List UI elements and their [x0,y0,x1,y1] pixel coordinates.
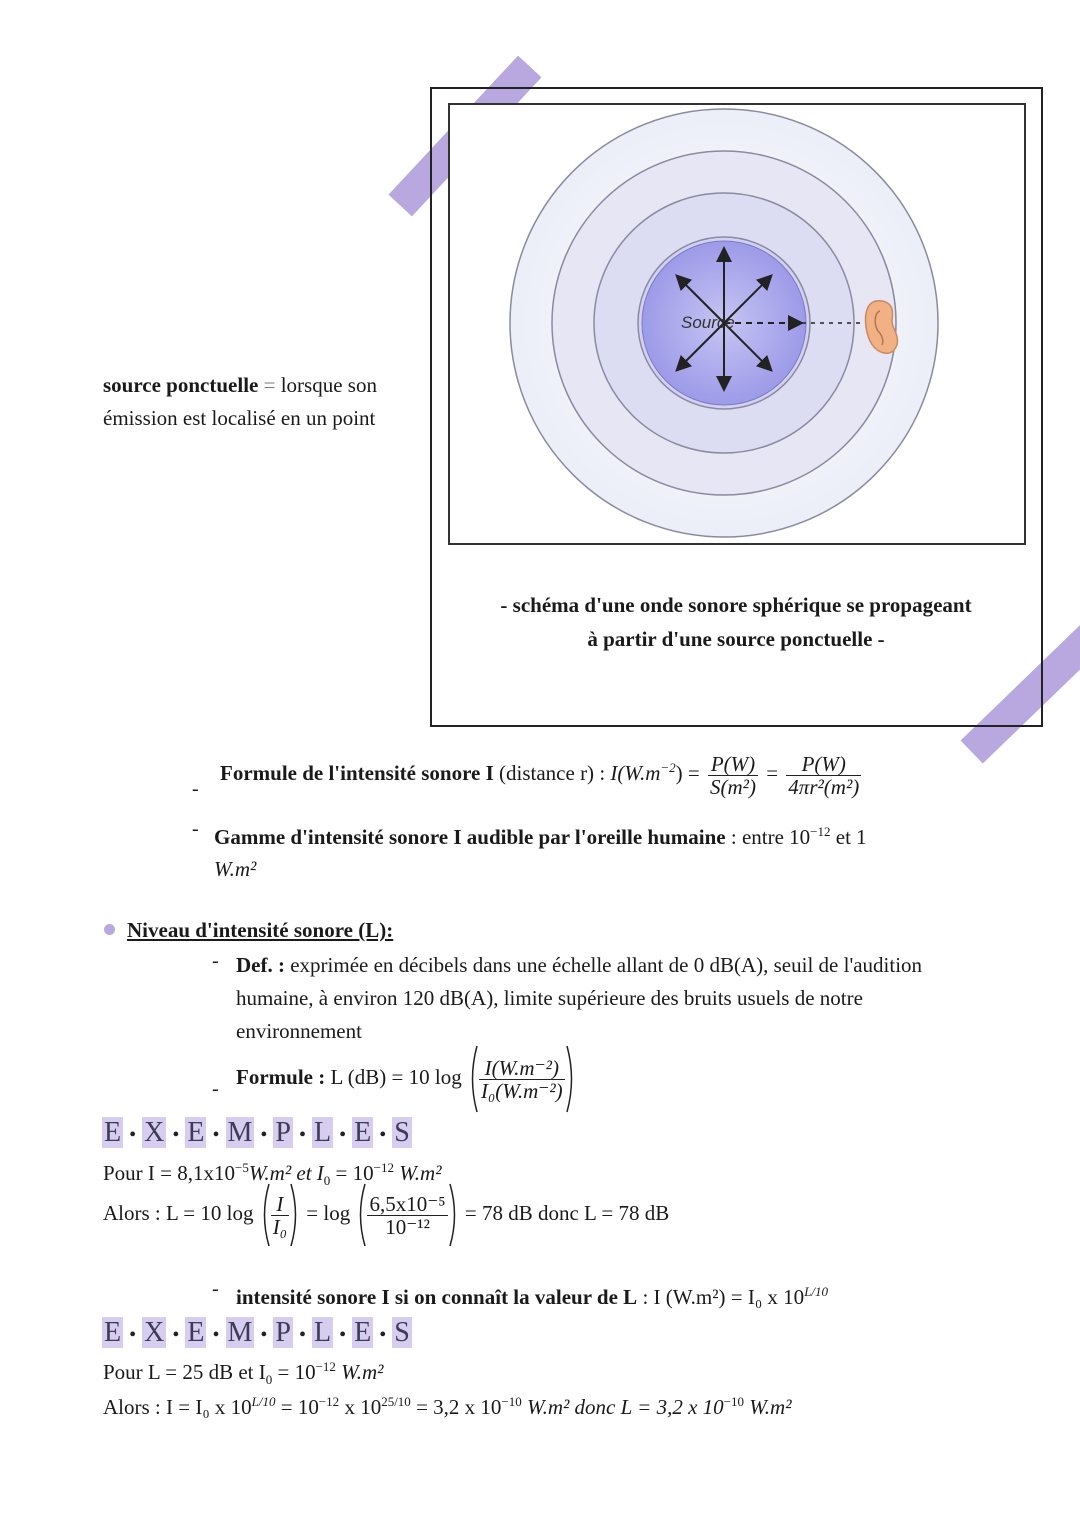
level-heading: Niveau d'intensité sonore (L): [127,918,394,942]
ex-letter: E [104,1117,122,1148]
audible-range [214,816,974,885]
paren-right-icon [565,1044,577,1114]
source-note-def: lorsque son émission est localisé en un point [103,373,377,430]
bullet-dash-4: - [212,1078,219,1100]
ex2-l2-a: Alors : I = I₀ x 10 [103,1395,252,1419]
ex1-l2-a: Alors : L = 10 log [103,1200,254,1225]
ex2-l2-d: = 3,2 x 10 [410,1395,502,1419]
level-def-text: exprimée en décibels dans une échelle allant de 0 dB(A), seuil de l'audition humaine, à environ 120 dB(A), limite supérieure des bruits usuels de notre environnement [236,953,923,1043]
ex1-l1-a: Pour I = 8,1x10 [103,1161,236,1185]
level-formula [236,1044,577,1114]
intensity-frac2-num: P(W) [786,753,861,776]
level-def-label: Def. : [236,953,285,977]
level-formula-text: L (dB) = 10 log [325,1064,462,1089]
ex2-l2-e: W.m² donc L = 3,2 x 10 [521,1395,724,1419]
intensity-frac1-num: P(W) [708,753,758,776]
paren-right-icon [289,1182,301,1248]
ex-letter: X [144,1317,165,1348]
ex1-frac-b-num: 6,5x10⁻⁵ [369,1191,446,1216]
ex-letter: M [227,1117,253,1148]
level-frac-den: I₀(W.m⁻²) [480,1078,563,1103]
ex1-frac-a [271,1193,289,1238]
intensity-formula-label: Formule de l'intensité sonore I [220,761,494,785]
source-note-term: source ponctuelle [103,373,259,397]
example1-line2 [103,1182,669,1248]
inverse-formula [236,1276,828,1313]
examples-heading-1: E • X • E • M • P • L • E • S [104,1117,410,1148]
wave-diagram [450,105,1026,545]
ex2-l2-c: x 10 [339,1395,382,1419]
ex1-l1-b: W.m² et I [248,1161,324,1185]
audible-range-unit: W.m² [214,857,257,881]
level-frac-num: I(W.m⁻²) [479,1057,565,1080]
inverse-formula-text: : I (W.m²) = I₀ x 10 [637,1285,805,1309]
ex1-l1-sub: 0 [323,1173,331,1189]
bullet-dash-1: - [192,778,199,800]
intensity-frac2-den: 4πr²(m²) [788,774,860,799]
ex-letter: L [314,1317,332,1348]
ex2-l1-exp: −12 [315,1359,336,1374]
ex1-l1-exp2: −12 [373,1160,394,1175]
ex1-l1-exp: −5 [235,1160,249,1175]
ex-letter: P [275,1317,291,1348]
source-note-eq: = [258,373,281,397]
audible-range-and: et 1 [830,825,867,849]
ex1-l2-b: = log [306,1200,351,1225]
intensity-frac2 [786,753,861,798]
ex-letter: S [394,1317,410,1348]
ex-letter: M [227,1317,253,1348]
ex2-l1-a: Pour L = 25 dB et I [103,1360,266,1384]
ex2-l1-sub: 0 [265,1372,273,1388]
bullet-dash-2: - [192,818,199,840]
source-label: Source [681,313,735,332]
ex1-frac-b-den: 10⁻¹² [385,1214,430,1239]
bullet-dash-3: - [212,950,219,972]
intensity-lhs-close: ) = [675,761,700,785]
ex1-frac-a-den: I₀ [272,1214,288,1239]
figure-caption-line2: à partir d'une source ponctuelle - [587,627,885,651]
ex-letter: P [275,1117,291,1148]
bullet-dot [104,924,115,935]
ex2-l2-b: = 10 [275,1395,319,1419]
audible-range-text: : entre 10 [725,825,811,849]
ex-letter: X [144,1117,165,1148]
ex1-frac-b [367,1193,447,1238]
intensity-lhs-exp: −2 [660,760,676,775]
level-formula-label: Formule : [236,1064,326,1089]
figure-caption-line1: - schéma d'une onde sonore sphérique se propageant [500,593,972,617]
ex-letter: E [354,1117,372,1148]
ex2-l2-exp5: −10 [723,1394,744,1409]
intensity-formula [220,752,980,798]
intensity-eq2: = [766,761,779,785]
ex2-l1-b: = 10 [272,1360,316,1384]
ex2-l2-exp1: L/10 [251,1394,276,1409]
audible-range-exp: −12 [810,824,831,839]
level-frac [479,1057,565,1102]
bullet-dash-5: - [212,1278,219,1300]
ex1-l1-c: = 10 [330,1161,374,1185]
audible-range-label: Gamme d'intensité sonore I audible par l'oreille humaine [214,825,726,849]
ex2-l2-exp2: −12 [318,1394,340,1409]
ex-letter: L [314,1117,332,1148]
figure-inner-frame [448,103,1026,545]
ex-letter: E [104,1317,122,1348]
paren-left-icon [467,1044,479,1114]
level-def [236,949,981,1048]
example2-line2 [103,1386,792,1423]
ex-letter: S [394,1117,410,1148]
paren-right-icon [448,1182,460,1248]
ex2-l1-c: W.m² [335,1360,384,1384]
intensity-formula-paren: (distance r) [499,761,595,785]
ex2-l2-f: W.m² [743,1395,792,1419]
ex2-l2-exp4: −10 [501,1394,522,1409]
intensity-frac1 [708,753,758,798]
paren-left-icon [355,1182,367,1248]
ex1-l1-d: W.m² [393,1161,442,1185]
figure-caption [432,588,1040,656]
inverse-label: intensité sonore I si on connaît la valeur de L [236,1285,638,1309]
paren-left-icon [259,1182,271,1248]
intensity-frac1-den: S(m²) [710,774,756,799]
inverse-formula-exp: L/10 [804,1284,829,1299]
intensity-lhs: I(W.m [610,761,661,785]
ex-letter: E [187,1317,205,1348]
source-note [103,369,418,435]
intensity-formula-colon: : [594,761,611,785]
ex-letter: E [354,1317,372,1348]
ex-letter: E [187,1117,205,1148]
ex2-l2-exp3: 25/10 [381,1394,411,1409]
ex1-frac-a-num: I [271,1193,289,1216]
ex1-l2-c: = 78 dB donc L = 78 dB [464,1200,670,1225]
examples-heading-2: E • X • E • M • P • L • E • S [104,1317,410,1348]
